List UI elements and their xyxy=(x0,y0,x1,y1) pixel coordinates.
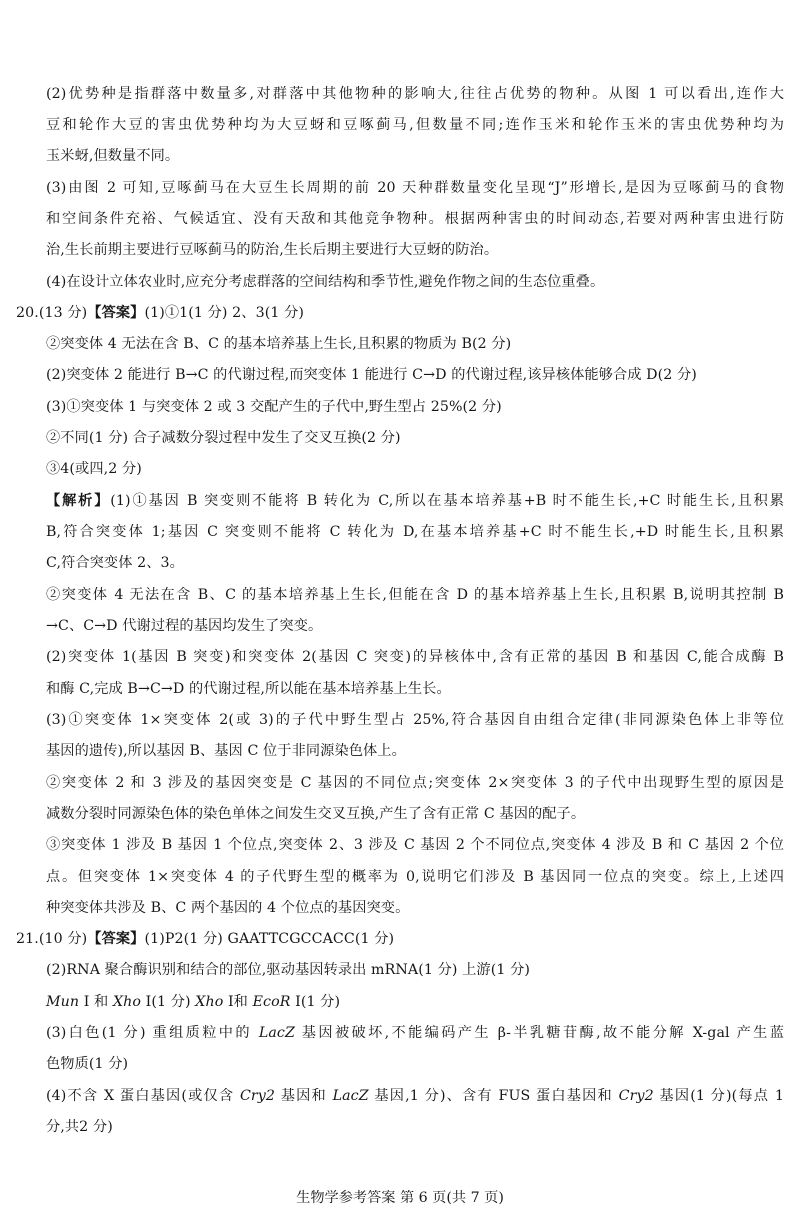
text-line: (3)①突变体 1×突变体 2(或 3)的子代中野生型占 25%,符合基因自由组合定律(非同源染色体上非等位 xyxy=(46,712,784,728)
question-number: 21.(10 分) xyxy=(16,931,88,947)
text-line: 种突变体共涉及 B、C 两个基因的 4 个位点的基因突变。 xyxy=(46,900,410,916)
answer-text: 基因(1 分)(每点 1 xyxy=(653,1088,784,1104)
text-line: (2)突变体 1(基因 B 突变)和突变体 2(基因 C 突变)的异核体中,含有正常的基因 B 和基因 C,能合成酶 B xyxy=(46,649,784,665)
text-line: (2)突变体 2 能进行 B→C 的代谢过程,而突变体 1 能进行 C→D 的代谢过程,该异核体能够合成 D(2 分) xyxy=(46,367,697,383)
gene-cry2: Cry2 xyxy=(618,1088,654,1104)
question-21-header xyxy=(16,929,394,949)
text-line: 和空间条件充裕、气候适宜、没有天敌和其他竞争物种。根据两种害虫的时间动态,若要对两种害虫进行防 xyxy=(46,211,784,227)
answer-text: (1)①1(1 分) 2、3(1 分) xyxy=(144,305,305,321)
text-line: 和酶 C,完成 B→C→D 的代谢过程,所以能在基本培养基上生长。 xyxy=(46,681,451,697)
text-line: ③4(或四,2 分) xyxy=(46,461,142,477)
enzyme-mun: Mun xyxy=(46,994,80,1010)
enzyme-text: Ⅰ 和 xyxy=(79,994,113,1010)
question-number: 20.(13 分) xyxy=(16,305,88,321)
answer-text: 基因被破坏,不能编码产生 β-半乳糖苷酶,故不能分解 X-gal 产生蓝 xyxy=(294,1025,784,1041)
analysis-header xyxy=(46,491,784,511)
enzyme-text: Ⅰ和 xyxy=(223,994,253,1010)
text-line: ②突变体 2 和 3 涉及的基因突变是 C 基因的不同位点;突变体 2×突变体 3 的子代中出现野生型的原因是 xyxy=(46,775,784,791)
gene-lacz: LacZ xyxy=(332,1088,369,1104)
text-line: (4)在设计立体农业时,应充分考虑群落的空间结构和季节性,避免作物之间的生态位重叠。 xyxy=(46,274,605,290)
text-line: 点。但突变体 1×突变体 4 的子代野生型的概率为 0,说明它们涉及 B 基因同一位点的突变。综上,上述四 xyxy=(46,869,784,885)
text-line: 豆和轮作大豆的害虫优势种均为大豆蚜和豆啄蓟马,但数量不同;连作玉米和轮作玉米的害虫优势种均为 xyxy=(46,117,784,133)
text-line: ③突变体 1 涉及 B 基因 1 个位点,突变体 2、3 涉及 C 基因 2 个不同位点,突变体 4 涉及 B 和 C 基因 2 个位 xyxy=(46,837,784,853)
text-line: 基因的遗传),所以基因 B、基因 C 位于非同源染色体上。 xyxy=(46,743,406,759)
answer-text: (3)白色(1 分) 重组质粒中的 xyxy=(46,1025,259,1041)
answer-tag: 【答案】 xyxy=(87,305,145,321)
answer-tag: 【答案】 xyxy=(87,931,145,947)
gene-lacz: LacZ xyxy=(258,1025,295,1041)
text-line: ②突变体 4 无法在含 B、C 的基本培养基上生长,且积累的物质为 B(2 分) xyxy=(46,336,512,352)
answer-text: 基因,1 分)、含有 FUS 蛋白基因和 xyxy=(368,1088,619,1104)
text-line: ②突变体 4 无法在含 B、C 的基本培养基上生长,但能在含 D 的基本培养基上生长,且积累 B,说明其控制 B xyxy=(46,587,784,603)
gene-cry2: Cry2 xyxy=(239,1088,276,1104)
text-line: (3)①突变体 1 与突变体 2 或 3 交配产生的子代中,野生型占 25%(2 分) xyxy=(46,399,502,415)
text-line: 色物质(1 分) xyxy=(46,1056,129,1072)
text-line: (2)RNA 聚合酶识别和结合的部位,驱动基因转录出 mRNA(1 分) 上游(1 分) xyxy=(46,962,531,978)
analysis-tag: 【解析】 xyxy=(46,493,111,509)
text-line: B,符合突变体 1;基因 C 突变则不能将 C 转化为 D,在基本培养基+C 时不能生长,+D 时能生长,且积累 xyxy=(46,524,784,540)
enzyme-xho: Xho xyxy=(195,994,224,1010)
text-line: 治,生长前期主要进行豆啄蓟马的防治,生长后期主要进行大豆蚜的防治。 xyxy=(46,242,499,258)
question-20-header xyxy=(16,303,304,323)
enzyme-ecor: EcoR xyxy=(252,994,291,1010)
text-line: 分,共2 分) xyxy=(46,1119,113,1135)
page-footer: 生物学参考答案 第 6 页(共 7 页) xyxy=(296,1190,504,1206)
answer-4-line xyxy=(46,1086,784,1106)
answer-text: (4)不含 X 蛋白基因(或仅含 xyxy=(46,1088,240,1104)
answer-text: 基因和 xyxy=(275,1088,333,1104)
text-line: (2)优势种是指群落中数量多,对群落中其他物种的影响大,往往占优势的物种。从图 1 可以看出,连作大 xyxy=(46,86,784,102)
enzyme-text: Ⅰ(1 分) xyxy=(141,994,196,1010)
enzyme-xho: Xho xyxy=(112,994,142,1010)
answer-text: (1)P2(1 分) GAATTCGCCACC(1 分) xyxy=(144,931,395,947)
text-line: ②不同(1 分) 合子减数分裂过程中发生了交叉互换(2 分) xyxy=(46,430,401,446)
analysis-text: (1)①基因 B 突变则不能将 B 转化为 C,所以在基本培养基+B 时不能生长,+C 时能生长,且积累 xyxy=(110,493,784,509)
text-line: C,符合突变体 2、3。 xyxy=(46,555,184,571)
text-line: 玉米蚜,但数量不同。 xyxy=(46,148,180,164)
enzyme-text: Ⅰ(1 分) xyxy=(290,994,341,1010)
answer-3-line xyxy=(46,1023,784,1043)
text-line: →C、C→D 代谢过程的基因均发生了突变。 xyxy=(46,618,323,634)
text-line: (3)由图 2 可知,豆啄蓟马在大豆生长周期的前 20 天种群数量变化呈现“J”形增长,是因为豆啄蓟马的食物 xyxy=(46,180,784,196)
enzyme-line xyxy=(46,992,340,1012)
text-line: 减数分裂时同源染色体的染色单体之间发生交叉互换,产生了含有正常 C 基因的配子。 xyxy=(46,806,586,822)
